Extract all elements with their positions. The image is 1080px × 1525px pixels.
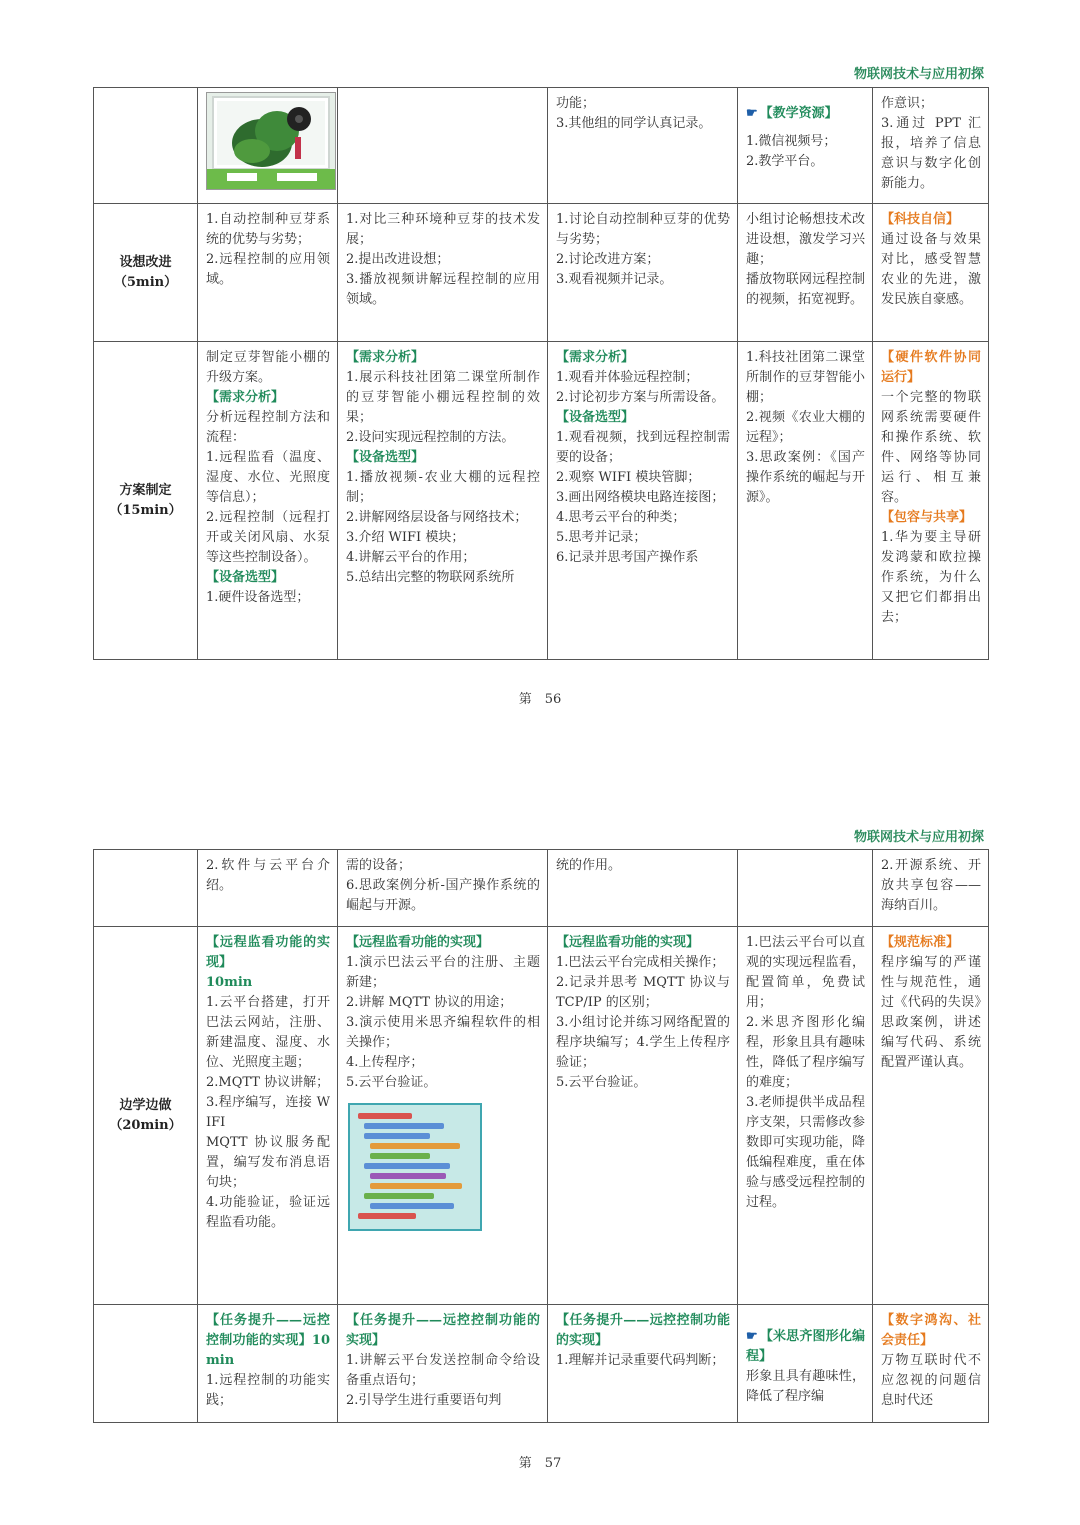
cell-text: 5.思考并记录； xyxy=(556,530,647,545)
lesson-table-p57 xyxy=(93,849,989,1423)
table-row xyxy=(94,1305,989,1423)
cell-text: 统的作用。 xyxy=(556,858,622,873)
design-cell xyxy=(738,204,873,342)
student-cell xyxy=(548,927,738,1305)
table-row xyxy=(94,204,989,342)
running-header: 物联网技术与应用初探 xyxy=(853,67,984,82)
teacher-cell xyxy=(338,1305,548,1423)
page-number: 第 57 xyxy=(518,1456,562,1471)
stage-cell xyxy=(94,88,198,204)
content-cell xyxy=(198,927,338,1305)
page-number: 第 56 xyxy=(518,692,562,707)
cell-text: 5.云平台验证。 xyxy=(556,1075,647,1090)
section-tag: 【需求分析】 xyxy=(346,350,425,365)
teacher-cell xyxy=(338,342,548,660)
resource-title: 【教学资源】 xyxy=(759,106,838,121)
cell-text: 3.播放视频讲解远程控制的应用领域。 xyxy=(346,272,540,307)
cell-text: 万物互联时代不应忽视的问题信息时代还 xyxy=(881,1353,981,1408)
stage-cell xyxy=(94,1305,198,1423)
ideology-cell xyxy=(873,850,989,927)
cell-text: 4.思考云平台的种类； xyxy=(556,510,686,525)
cell-text: 3.演示使用米思齐编程软件的相关操作； xyxy=(346,1015,540,1050)
resource-item: 2.教学平台。 xyxy=(746,154,824,169)
table-row xyxy=(94,850,989,927)
cell-text: 2.记录并思考 MQTT 协议与 TCP/IP 的区别； xyxy=(556,975,730,1010)
teacher-cell xyxy=(338,204,548,342)
pointing-hand-icon: ☛ xyxy=(746,1329,758,1344)
running-header: 物联网技术与应用初探 xyxy=(853,830,984,845)
section-tag: 【远程监看功能的实现】 xyxy=(556,935,700,950)
stage-cell xyxy=(94,927,198,1305)
section-tag: 【需求分析】 xyxy=(206,390,285,405)
stage-label: 边学边做 （20min） xyxy=(109,1097,182,1133)
cell-text: 1.科技社团第二课堂所制作的豆芽智能小棚； xyxy=(746,350,865,405)
section-tag: 【任务提升——远控控制功能的实现】 xyxy=(556,1313,730,1348)
teacher-cell xyxy=(338,927,548,1305)
section-tag: 【需求分析】 xyxy=(556,350,635,365)
cell-text: 程序编写的严谨性与规范性，通过《代码的失误》思政案例，讲述编写代码、系统配置严谨认真。 xyxy=(881,955,981,1070)
teacher-cell xyxy=(338,850,548,927)
cell-text: MQTT 协议服务配置，编写发布消息语句块； xyxy=(206,1135,330,1190)
cell-text: 3.老师提供半成品程序支架，只需修改参数即可实现功能，降低编程难度，重在体验与感受远程控制的过程。 xyxy=(746,1095,865,1210)
cell-text: 1.对比三种环境种豆芽的技术发展； xyxy=(346,212,540,247)
stage-label: 方案制定 （15min） xyxy=(109,482,182,518)
cell-text: 1.远程控制的功能实践； xyxy=(206,1373,330,1408)
cell-text: 1.讲解云平台发送控制命令给设备重点语句； xyxy=(346,1353,540,1388)
ideology-cell xyxy=(873,927,989,1305)
cell-text: 2.提出改进设想； xyxy=(346,252,450,267)
content-cell xyxy=(198,204,338,342)
cell-text: 3.画出网络模块电路连接图； xyxy=(556,490,725,505)
cell-text: 5.云平台验证。 xyxy=(346,1075,437,1090)
design-cell xyxy=(738,927,873,1305)
cell-text: 2.讲解 MQTT 协议的用途； xyxy=(346,995,513,1010)
cell-text: 4.功能验证，验证远程监看功能。 xyxy=(206,1195,330,1230)
section-tag: 【设备选型】 xyxy=(346,450,425,465)
cell-text: 1.观看并体验远程控制； xyxy=(556,370,699,385)
cell-text: 1.硬件设备选型； xyxy=(206,590,310,605)
cell-text: 4.上传程序； xyxy=(346,1055,424,1070)
content-cell xyxy=(198,850,338,927)
cell-text: 6.记录并思考国产操作系 xyxy=(556,550,699,565)
section-tag: 【设备选型】 xyxy=(206,570,285,585)
cell-text: 2.MQTT 协议讲解； xyxy=(206,1075,330,1090)
ideology-cell xyxy=(873,342,989,660)
cell-text: 2.开源系统、开放共享包容——海纳百川。 xyxy=(881,858,981,913)
cell-text: 3.其他组的同学认真记录。 xyxy=(556,116,712,131)
cell-text: 一个完整的物联网系统需要硬件和操作系统、软件、网络等协同运行、相互兼容。 xyxy=(881,390,981,505)
cell-text: 分析远程控制方法和流程： xyxy=(206,410,330,445)
section-tag: 【远程监看功能的实现】 xyxy=(346,935,490,950)
cell-text: 6.思政案例分析-国产操作系统的崛起与开源。 xyxy=(346,878,540,913)
cell-text: 2.远程控制（远程打开或关闭风扇、水泵等这些控制设备）。 xyxy=(206,510,330,565)
cell-text: 1.展示科技社团第二课堂所制作的豆芽智能小棚远程控制的效果； xyxy=(346,370,540,425)
table-row xyxy=(94,88,989,204)
stage-cell xyxy=(94,342,198,660)
cell-text: 3.程序编写，连接 WIFI xyxy=(206,1095,330,1130)
student-cell xyxy=(548,342,738,660)
cell-text: 2.视频《农业大棚的远程》； xyxy=(746,410,865,445)
cell-text: 制定豆芽智能小棚的升级方案。 xyxy=(206,350,330,385)
cell-text: 5.总结出完整的物联网系统所 xyxy=(346,570,515,585)
table-row xyxy=(94,342,989,660)
cell-text: 2.讲解网络层设备与网络技术； xyxy=(346,510,528,525)
teacher-cell xyxy=(338,88,548,204)
cell-text: 需的设备； xyxy=(346,858,412,873)
cell-text: 1.云平台搭建，打开巴法云网站，注册、新建温度、湿度、水位、光照度主题； xyxy=(206,995,330,1070)
cell-text: 2.远程控制的应用领域。 xyxy=(206,252,330,287)
cell-text: 1.讨论自动控制种豆芽的优势与劣势； xyxy=(556,212,730,247)
cell-text: 3.思政案例：《国产操作系统的崛起与开源》。 xyxy=(746,450,865,505)
student-cell xyxy=(548,850,738,927)
cell-text: 1.巴法云平台完成相关操作； xyxy=(556,955,725,970)
cell-text: 3.小组讨论并练习网络配置的程序块编写；4.学生上传程序验证； xyxy=(556,1015,730,1070)
section-tag: 【远程监看功能的实现】 xyxy=(206,935,330,970)
code-blocks-screenshot xyxy=(348,1103,482,1231)
cell-text: 1.华为要主导研发鸿蒙和欧拉操作系统，为什么又把它们都捐出去； xyxy=(881,530,981,625)
cell-text: 2.讨论初步方案与所需设备。 xyxy=(556,390,725,405)
design-cell xyxy=(738,850,873,927)
ideology-cell xyxy=(873,1305,989,1423)
cell-text: 4.讲解云平台的作用； xyxy=(346,550,476,565)
cell-text: 1.远程监看（温度、湿度、水位、光照度等信息）； xyxy=(206,450,330,505)
student-cell xyxy=(548,1305,738,1423)
content-cell xyxy=(198,342,338,660)
cell-text: 功能； xyxy=(556,96,596,111)
stage-cell xyxy=(94,850,198,927)
cell-text: 1.演示巴法云平台的注册、主题新建； xyxy=(346,955,540,990)
content-cell xyxy=(198,1305,338,1423)
cell-text: 小组讨论畅想技术改进设想，激发学习兴趣； xyxy=(746,212,865,267)
cell-text: 1.观看视频，找到远程控制需要的设备； xyxy=(556,430,730,465)
cell-text: 2.观察 WIFI 模块管脚； xyxy=(556,470,701,485)
cell-text: 1.巴法云平台可以直观的实现远程监看，配置简单，免费试用； xyxy=(746,935,865,1010)
cell-text: 2.讨论改进方案； xyxy=(556,252,660,267)
resource-item: 形象且具有趣味性，降低了程序编 xyxy=(746,1369,865,1404)
cell-text: 播放物联网远程控制的视频，拓宽视野。 xyxy=(746,272,865,307)
resource-item: 1.微信视频号； xyxy=(746,134,837,149)
ideology-tag: 【规范标准】 xyxy=(881,935,960,950)
section-tag: 【任务提升——远控控制功能的实现】 xyxy=(346,1313,540,1348)
cell-text: 2.设问实现远程控制的方法。 xyxy=(346,430,515,445)
ideology-tag: 【硬件软件协同运行】 xyxy=(881,350,981,385)
section-tag: 10min xyxy=(206,975,253,990)
cell-text: 3.介绍 WIFI 模块； xyxy=(346,530,465,545)
section-tag: 【设备选型】 xyxy=(556,410,635,425)
cell-text: 通过设备与效果对比，感受智慧农业的先进，激发民族自豪感。 xyxy=(881,232,981,307)
design-cell xyxy=(738,342,873,660)
ideology-tag: 【包容与共享】 xyxy=(881,510,973,525)
resource-title: 【米思齐图形化编程】 xyxy=(746,1329,865,1364)
section-tag: 【任务提升——远控控制功能的实现】10min xyxy=(206,1313,330,1368)
table-row xyxy=(94,927,989,1305)
ideology-cell xyxy=(873,88,989,204)
cell-text: 1.播放视频-农业大棚的远程控制； xyxy=(346,470,540,505)
cell-text: 2.软件与云平台介绍。 xyxy=(206,858,330,893)
pointing-hand-icon: ☛ xyxy=(746,106,758,121)
cell-text: 3.通过 PPT 汇报，培养了信息意识与数字化创新能力。 xyxy=(881,116,981,191)
student-cell xyxy=(548,88,738,204)
cell-text: 2.引导学生进行重要语句判 xyxy=(346,1393,502,1408)
cell-text: 作意识； xyxy=(881,96,934,111)
resource-cell xyxy=(738,88,873,204)
lesson-table-p56 xyxy=(93,87,989,660)
cell-text: 2.米思齐图形化编程，形象且具有趣味性，降低了程序编写的难度； xyxy=(746,1015,865,1090)
stage-cell xyxy=(94,204,198,342)
greenhouse-photo xyxy=(206,92,336,190)
student-cell xyxy=(548,204,738,342)
photo-cell xyxy=(198,88,338,204)
resource-cell xyxy=(738,1305,873,1423)
ideology-tag: 【科技自信】 xyxy=(881,212,960,227)
ideology-cell xyxy=(873,204,989,342)
stage-label: 设想改进 （5min） xyxy=(113,254,178,290)
ideology-tag: 【数字鸿沟、社会责任】 xyxy=(881,1313,981,1348)
cell-text: 3.观看视频并记录。 xyxy=(556,272,673,287)
cell-text: 1.理解并记录重要代码判断； xyxy=(556,1353,725,1368)
cell-text: 1.自动控制种豆芽系统的优势与劣势； xyxy=(206,212,330,247)
